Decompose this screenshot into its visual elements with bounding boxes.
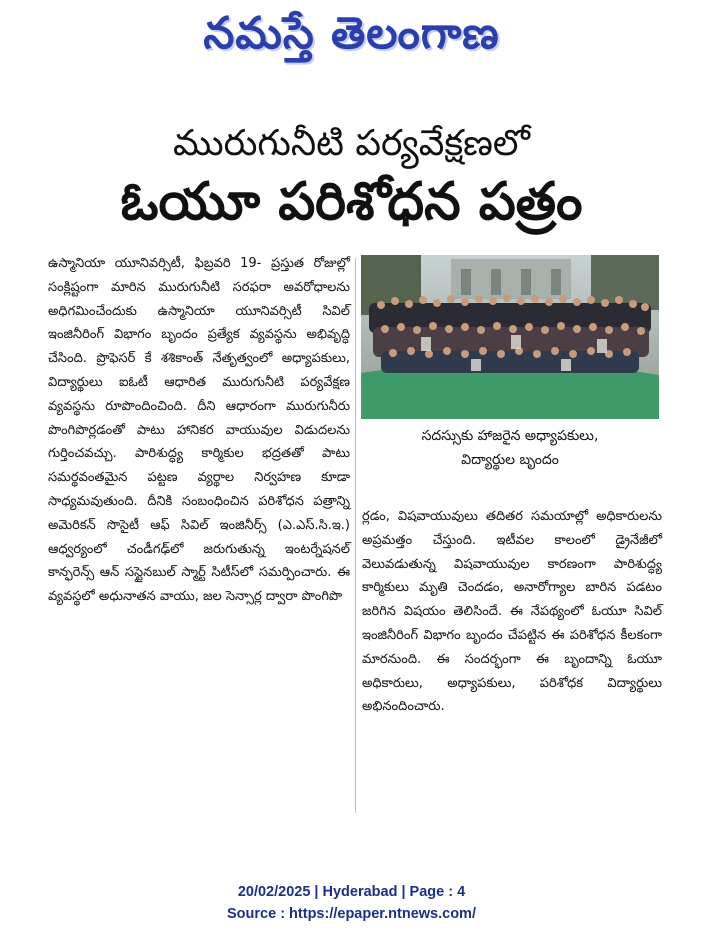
photo-caption-line-1: సదస్సుకు హాజరైన అధ్యాపకులు, xyxy=(421,428,599,444)
column-divider xyxy=(355,258,356,813)
article-left-text: ఉస్మానియా యూనివర్సిటీ, ఫిబ్రవరి 19- ప్రస్తుత రోజుల్లో సంక్లిష్టంగా మారిన మురుగునీటి సరఫరా అవరోధాలను అధిగమించేందుకు ఉస్మానియా యూనివర్సిటీ సివిల్ ఇంజినీరింగ్ విభాగం బృందం ప్రత్యేక వ్యవస్థను అభివృద్ధి చేసింది. ప్రొఫెసర్ కే శశికాంత్ నేతృత్వంలో అధ్యాపకులు, విద్యార్థులు ఐఓటీ ఆధారిత మురుగునీటి పర్యవేక్షణ వ్యవస్థను రూపొందించింది. దీని ఆధారంగా మురుగునీరు పొంగిపొర్లడంతో పాటు హానికర వాయువుల విడుదలను గుర్తించవచ్చు. పారిశుద్ధ్య కార్మికుల భద్రతతో పాటు సమర్థవంతమైన పట్టణ వ్యర్థాల నిర్వహణ కూడా సాధ్యమవుతుంది. దీనికి సంబంధించిన పరిశోధన పత్రాన్ని అమెరికన్ సొసైటీ ఆఫ్ సివిల్ ఇంజినీర్స్ (ఎ.ఎస్.సి.ఇ.) ఆధ్వర్యంలో చండీగఢ్‌లో జరుగుతున్న ఇంటర్నేషనల్ కాన్ఫరెన్స్ ఆన్ సస్టైనబుల్ స్మార్ట్ సిటీస్‌లో సమర్పించారు. ఈ వ్యవస్థలో అధునాతన వాయు, జల సెన్సార్ల ద్వారా పొంగిపొ xyxy=(48,256,350,605)
footer-date-line: 20/02/2025 | Hyderabad | Page : 4 xyxy=(237,884,466,900)
photo-caption-line-2: విద్యార్థుల బృందం xyxy=(461,452,559,468)
headline-line-1: మురుగునీటి పర్యవేక్షణలో xyxy=(173,123,530,164)
masthead xyxy=(0,0,703,78)
article-right-column xyxy=(362,505,662,719)
group-photo-image xyxy=(361,255,659,419)
article-right-text: ర్లడం, విషవాయువులు తదితర సమయాల్లో అధికారులను అప్రమత్తం చేస్తుంది. ఇటీవల కాలంలో డ్రైనేజీలో వెలువడుతున్న విషవాయువుల కారణంగా పారిశుద్ధ్య కార్మికులు మృతి చెందడం, అనారోగ్యాల బారిన పడటం జరిగిన విషయం తెలిసిందే. ఈ నేపథ్యంలో ఓయూ సివిల్ ఇంజినీరింగ్ విభాగం బృందం చేపట్టిన ఈ పరిశోధన కీలకంగా మారనుంది. ఈ సందర్భంగా ఈ బృందాన్ని ఓయూ అధికారులు, అధ్యాపకులు, పరిశోధక విద్యార్థులు అభినందించారు. xyxy=(362,509,662,715)
group-photo xyxy=(361,255,659,419)
photo-caption xyxy=(361,424,659,472)
footer-source-line: Source : https://epaper.ntnews.com/ xyxy=(227,906,476,922)
article-left-column xyxy=(48,252,350,609)
masthead-title: నమస్తే తెలంగాణ xyxy=(203,8,500,59)
headline-line-2: ఓయూ పరిశోధన పత్రం xyxy=(120,172,583,232)
